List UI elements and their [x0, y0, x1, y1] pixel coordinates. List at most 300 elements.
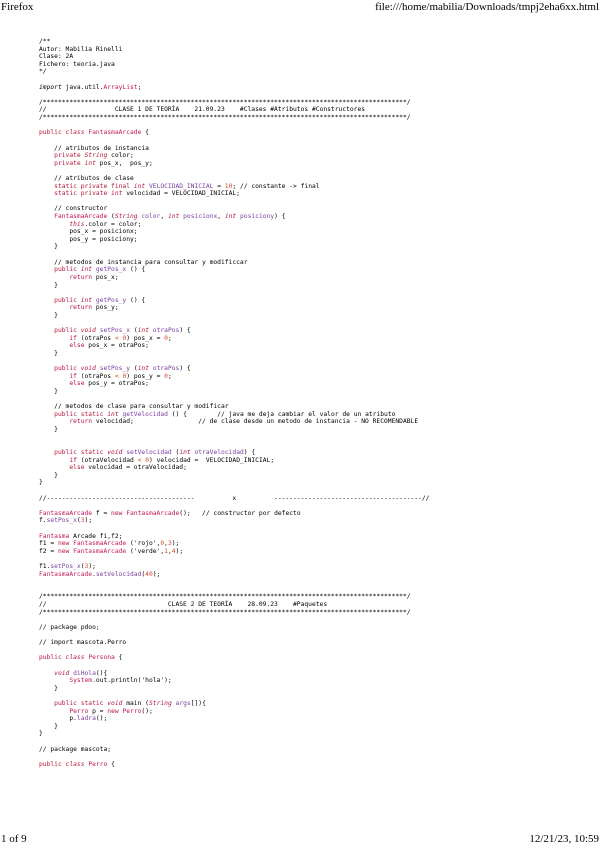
- code-token: f =: [92, 509, 112, 517]
- code-token: */: [39, 68, 47, 76]
- code-token: 0: [122, 372, 127, 380]
- code-token: }: [39, 388, 58, 396]
- code-token: 0: [160, 540, 165, 548]
- code-token: [39, 342, 69, 349]
- code-token: f1.: [39, 563, 51, 571]
- code-token: [39, 418, 69, 425]
- code-token: int: [107, 410, 119, 418]
- code-line: [39, 441, 579, 449]
- code-token: () {: [126, 296, 146, 304]
- code-line: [39, 738, 579, 746]
- code-token: // constructor: [39, 205, 108, 213]
- code-line: [39, 236, 579, 244]
- code-token: 0: [164, 334, 168, 342]
- code-token: setVelocidad: [126, 448, 172, 456]
- code-token: f1 =: [39, 540, 58, 548]
- code-token: p.: [39, 715, 77, 723]
- code-token: [39, 274, 69, 281]
- code-line: [39, 723, 579, 731]
- code-token: ;: [167, 372, 172, 380]
- code-token: pos_x = posicionx;: [39, 228, 138, 236]
- code-token: [39, 457, 69, 464]
- code-line: [39, 654, 579, 662]
- code-token: [39, 708, 69, 715]
- code-line: [39, 68, 579, 76]
- code-line: [39, 753, 579, 761]
- code-line: [39, 289, 579, 297]
- code-token: args: [175, 700, 191, 708]
- code-token: );: [84, 517, 93, 525]
- code-token: String: [84, 152, 108, 160]
- code-line: [39, 457, 579, 465]
- code-line: [39, 335, 579, 343]
- code-token: 0: [164, 372, 168, 380]
- code-line: [39, 106, 579, 114]
- code-line: [39, 213, 579, 221]
- code-line: [39, 616, 579, 624]
- code-line: [39, 700, 579, 708]
- code-token: System: [69, 677, 93, 685]
- code-token: // metodos de clase para consultar y modificar: [39, 403, 229, 411]
- code-token: FantasmaArcade: [73, 547, 127, 555]
- code-token: (: [130, 365, 138, 373]
- code-line: [39, 380, 579, 388]
- code-line: [39, 571, 579, 579]
- code-token: []){: [190, 700, 206, 708]
- code-token: () { // java me deja cambiar el valor de un atributo: [167, 410, 396, 418]
- code-line: [39, 46, 579, 54]
- code-token: );: [152, 570, 161, 578]
- code-token: otraPos: [152, 365, 180, 373]
- code-line: [39, 662, 579, 670]
- code-line: [39, 746, 579, 754]
- code-token: FantasmaArcade: [54, 213, 108, 221]
- code-token: private: [54, 152, 81, 160]
- code-token: int: [167, 213, 180, 221]
- code-line: [39, 593, 579, 601]
- code-listing: [39, 38, 579, 769]
- code-token: public: [54, 266, 77, 274]
- code-token: [39, 335, 69, 342]
- code-line: [39, 274, 579, 282]
- code-line: [39, 190, 579, 198]
- code-token: [39, 190, 54, 197]
- code-token: f.: [39, 517, 47, 525]
- code-line: [39, 61, 579, 69]
- code-token: (); // constructor por defecto: [179, 509, 301, 517]
- code-token: ) {: [243, 448, 256, 456]
- code-line: [39, 540, 579, 548]
- code-token: (otraPos: [76, 334, 115, 342]
- code-token: getPos_x: [95, 266, 127, 274]
- code-token: velocidad = otraVelocidad;: [84, 464, 187, 472]
- code-token: static private final: [54, 182, 130, 190]
- code-line: [39, 624, 579, 632]
- code-token: [39, 449, 54, 456]
- code-line: [39, 175, 579, 183]
- code-token: else: [69, 380, 85, 388]
- code-token: 1: [164, 547, 168, 555]
- code-token: setVelocidad: [95, 570, 142, 578]
- code-line: [39, 84, 579, 92]
- code-token: int: [137, 365, 149, 373]
- code-token: /************************************************************************************************/: [39, 593, 411, 601]
- code-token: setPos_x: [50, 563, 81, 571]
- code-line: [39, 38, 579, 46]
- code-token: main (: [122, 700, 149, 708]
- code-token: ('verde',: [126, 547, 165, 555]
- code-line: [39, 677, 579, 685]
- code-line: [39, 479, 579, 487]
- code-token: 10: [224, 182, 233, 190]
- code-line: [39, 327, 579, 335]
- code-token: if: [69, 456, 77, 464]
- code-token: ('rojo',: [126, 540, 161, 548]
- code-token: f2 =: [39, 547, 58, 555]
- code-token: class: [65, 654, 85, 662]
- code-line: [39, 692, 579, 700]
- code-token: Fantasma: [39, 532, 70, 540]
- code-line: [39, 418, 579, 426]
- code-line: [39, 517, 579, 525]
- code-token: [39, 213, 54, 220]
- code-line: [39, 297, 579, 305]
- code-token: new: [111, 509, 123, 517]
- code-token: (otraVelocidad: [76, 456, 138, 464]
- code-line: [39, 639, 579, 647]
- code-token: ) {: [179, 365, 191, 373]
- code-token: [39, 221, 69, 228]
- code-line: [39, 320, 579, 328]
- code-token: [39, 670, 54, 677]
- code-token: ;: [137, 83, 142, 91]
- code-token: ; // constante -> final: [232, 182, 320, 190]
- code-token: void: [54, 669, 70, 677]
- code-token: VELOCIDAD_INICIAL: [148, 182, 214, 190]
- code-token: }: [39, 311, 58, 319]
- code-line: [39, 533, 579, 541]
- code-line: [39, 472, 579, 480]
- code-token: int: [80, 266, 93, 274]
- code-token: // CLASE 1 DE TEORÍA 21.09.23 #Clases #Atributos #Constructores: [39, 106, 366, 114]
- code-line: [39, 396, 579, 404]
- code-token: /************************************************************************************************/: [39, 608, 411, 616]
- code-token: if: [69, 372, 77, 380]
- code-token: [39, 152, 54, 159]
- code-token: pos_x;: [92, 273, 119, 281]
- code-line: [39, 464, 579, 472]
- code-line: [39, 53, 579, 61]
- code-token: () {: [126, 266, 146, 274]
- code-line: [39, 198, 579, 206]
- code-token: public static: [54, 410, 104, 418]
- code-token: public: [39, 654, 62, 662]
- code-line: [39, 525, 579, 533]
- code-line: [39, 730, 579, 738]
- code-token: int: [80, 296, 93, 304]
- code-line: [39, 266, 579, 274]
- code-token: Perro: [122, 707, 142, 715]
- code-line: [39, 403, 579, 411]
- code-token: ,: [160, 213, 168, 221]
- code-line: [39, 350, 579, 358]
- code-token: }: [39, 281, 58, 289]
- code-token: public: [39, 760, 62, 768]
- code-token: else: [69, 342, 85, 350]
- code-line: [39, 388, 579, 396]
- code-token: // import mascota.Perro: [39, 639, 127, 647]
- code-token: FantasmaArcade: [39, 570, 93, 578]
- code-token: (){: [95, 669, 108, 677]
- code-token: String: [148, 700, 172, 708]
- code-token: color;: [107, 152, 134, 160]
- code-token: [39, 700, 54, 707]
- code-token: // metodos de instancia para consultar y modificcar: [39, 258, 248, 266]
- code-line: [39, 632, 579, 640]
- code-token: int: [137, 327, 149, 335]
- code-line: [39, 586, 579, 594]
- code-line: [39, 251, 579, 259]
- code-line: [39, 373, 579, 381]
- code-line: [39, 578, 579, 586]
- code-token: diHola: [73, 669, 96, 677]
- code-token: ;: [167, 334, 172, 342]
- code-token: (: [107, 213, 115, 221]
- code-token: p =: [88, 707, 108, 715]
- code-token: int: [133, 182, 146, 190]
- print-timestamp: 12/21/23, 10:59: [529, 833, 599, 845]
- code-token: <: [114, 372, 119, 380]
- code-token: velocidad = VELOCIDAD_INICIAL;: [122, 190, 240, 198]
- code-token: {: [114, 654, 123, 662]
- code-token: class: [65, 760, 85, 768]
- code-token: }: [39, 730, 43, 738]
- code-token: [39, 297, 54, 304]
- code-line: [39, 137, 579, 145]
- code-token: }: [39, 722, 58, 730]
- code-token: 0: [122, 334, 127, 342]
- code-token: class: [65, 129, 85, 137]
- code-line: [39, 122, 579, 130]
- code-token: Persona: [88, 654, 115, 662]
- code-token: else: [69, 464, 85, 472]
- code-token: ArrayList: [103, 83, 138, 91]
- code-token: public static: [54, 700, 104, 708]
- code-token: [39, 183, 54, 190]
- code-line: [39, 167, 579, 175]
- code-line: [39, 312, 579, 320]
- code-line: [39, 342, 579, 350]
- code-token: }: [39, 349, 58, 357]
- code-token: new: [107, 707, 119, 715]
- code-token: ();: [95, 715, 108, 723]
- code-token: 0: [145, 456, 149, 464]
- code-token: import: [39, 83, 62, 91]
- code-token: otraPos: [152, 327, 180, 335]
- code-token: ();: [141, 707, 153, 715]
- code-token: ladra: [76, 715, 96, 723]
- code-line: [39, 434, 579, 442]
- code-token: {: [107, 760, 115, 768]
- code-token: [39, 464, 69, 471]
- code-line: [39, 411, 579, 419]
- code-line: [39, 670, 579, 678]
- code-token: 3: [167, 540, 172, 548]
- code-line: [39, 761, 579, 769]
- code-token: (otraPos: [76, 372, 115, 380]
- code-token: private: [54, 159, 81, 167]
- code-token: ,: [217, 213, 225, 221]
- code-token: );: [88, 563, 96, 571]
- code-token: getPos_y: [95, 296, 127, 304]
- code-token: int: [179, 448, 191, 456]
- code-token: }: [39, 243, 58, 251]
- code-token: [39, 327, 54, 334]
- code-token: // CLASE 2 DE TEORÍA 28.09.23 #Paquetes: [39, 601, 328, 609]
- code-token: if: [69, 334, 77, 342]
- code-token: Clase: 2A: [39, 53, 74, 61]
- code-token: FantasmaArcade: [39, 509, 93, 517]
- code-token: ) pos_y =: [126, 372, 165, 380]
- code-token: new: [57, 547, 70, 555]
- code-token: );: [171, 540, 180, 548]
- code-token: return: [69, 304, 93, 312]
- code-token: [39, 380, 69, 387]
- code-token: 4: [171, 547, 176, 555]
- code-token: =: [213, 182, 225, 190]
- code-line: [39, 449, 579, 457]
- code-token: int: [111, 190, 123, 198]
- code-line: [39, 601, 579, 609]
- code-line: [39, 221, 579, 229]
- code-token: <: [114, 334, 119, 342]
- code-token: (: [171, 448, 180, 456]
- code-token: .color = color;: [84, 220, 142, 228]
- code-line: [39, 647, 579, 655]
- code-token: (: [141, 570, 146, 578]
- code-token: new: [57, 540, 70, 548]
- code-token: pos_y = otraPos;: [84, 380, 149, 388]
- file-url: file:///home/mabilia/Downloads/tmpj2eha6xx.html: [375, 1, 599, 13]
- code-token: [39, 411, 54, 418]
- code-token: color: [141, 213, 161, 221]
- code-token: /************************************************************************************************/: [39, 114, 411, 122]
- code-token: FantasmaArcade: [88, 129, 142, 137]
- code-token: getVelocidad: [122, 410, 168, 418]
- code-line: [39, 76, 579, 84]
- code-line: [39, 304, 579, 312]
- code-line: [39, 609, 579, 617]
- code-token: Perro: [69, 707, 89, 715]
- code-line: [39, 487, 579, 495]
- code-token: /**: [39, 38, 51, 45]
- code-token: // atributos de instancia: [39, 144, 149, 152]
- code-line: [39, 365, 579, 373]
- code-token: public: [54, 296, 77, 304]
- code-token: return: [69, 418, 93, 426]
- code-token: void: [80, 327, 96, 335]
- code-token: posicionx: [183, 213, 218, 221]
- page-indicator: 1 of 9: [1, 833, 27, 845]
- code-token: (: [130, 327, 138, 335]
- code-token: 3: [84, 563, 89, 571]
- code-line: [39, 91, 579, 99]
- code-token: [39, 365, 54, 372]
- code-token: pos_x = otraPos;: [84, 342, 149, 350]
- browser-title: Firefox: [1, 1, 34, 13]
- code-line: [39, 426, 579, 434]
- code-token: static private: [54, 190, 108, 198]
- code-token: }: [39, 426, 58, 434]
- code-token: public: [54, 327, 77, 335]
- code-token: pos_x, pos_y;: [95, 159, 153, 167]
- code-line: [39, 548, 579, 556]
- code-token: }: [39, 471, 58, 479]
- code-line: [39, 715, 579, 723]
- code-token: // package mascota;: [39, 745, 112, 753]
- code-token: ,: [167, 547, 172, 555]
- code-token: ) {: [274, 213, 286, 221]
- code-token: 3: [80, 517, 85, 525]
- code-token: Perro: [88, 760, 108, 768]
- code-token: setPos_x: [46, 517, 77, 525]
- code-token: .out.println('hola');: [92, 677, 172, 685]
- code-token: setPos_x: [99, 327, 131, 335]
- code-line: [39, 152, 579, 160]
- code-token: otraVelocidad: [194, 448, 244, 456]
- code-token: );: [175, 547, 184, 555]
- code-line: [39, 282, 579, 290]
- code-token: //--------------------------------------- x ---------------------------------------//: [39, 494, 430, 502]
- code-token: void: [107, 448, 123, 456]
- code-line: [39, 563, 579, 571]
- code-token: [39, 373, 69, 380]
- code-token: }: [39, 479, 43, 487]
- code-token: [39, 266, 54, 273]
- code-token: ,: [164, 540, 168, 548]
- code-token: Arcade fi,f2;: [69, 532, 123, 540]
- code-token: ) {: [179, 327, 191, 335]
- code-token: // atributos de clase: [39, 174, 134, 182]
- code-token: <: [137, 456, 142, 464]
- code-line: [39, 243, 579, 251]
- code-token: java.util.: [61, 83, 104, 91]
- code-token: [39, 677, 69, 684]
- code-token: int: [84, 159, 96, 167]
- code-token: velocidad; // de clase desde un metodo de instancia - NO RECOMENDABLE: [92, 418, 419, 426]
- code-token: Fichero: teoria.java: [39, 60, 115, 68]
- code-line: [39, 114, 579, 122]
- code-line: [39, 205, 579, 213]
- code-token: .: [92, 570, 96, 578]
- code-token: Autor: Mabilia Rinelli: [39, 45, 123, 53]
- code-line: [39, 228, 579, 236]
- code-token: FantasmaArcade: [73, 540, 127, 548]
- code-token: void: [80, 365, 96, 373]
- code-token: [39, 304, 69, 311]
- code-token: ) pos_x =: [126, 334, 165, 342]
- code-line: [39, 685, 579, 693]
- code-line: [39, 160, 579, 168]
- code-line: [39, 502, 579, 510]
- code-token: int: [224, 213, 237, 221]
- code-line: [39, 555, 579, 563]
- code-token: public static: [54, 448, 104, 456]
- code-token: // package pdoo;: [39, 623, 100, 631]
- code-token: pos_y;: [92, 304, 119, 312]
- code-line: [39, 495, 579, 503]
- code-token: public: [54, 365, 77, 373]
